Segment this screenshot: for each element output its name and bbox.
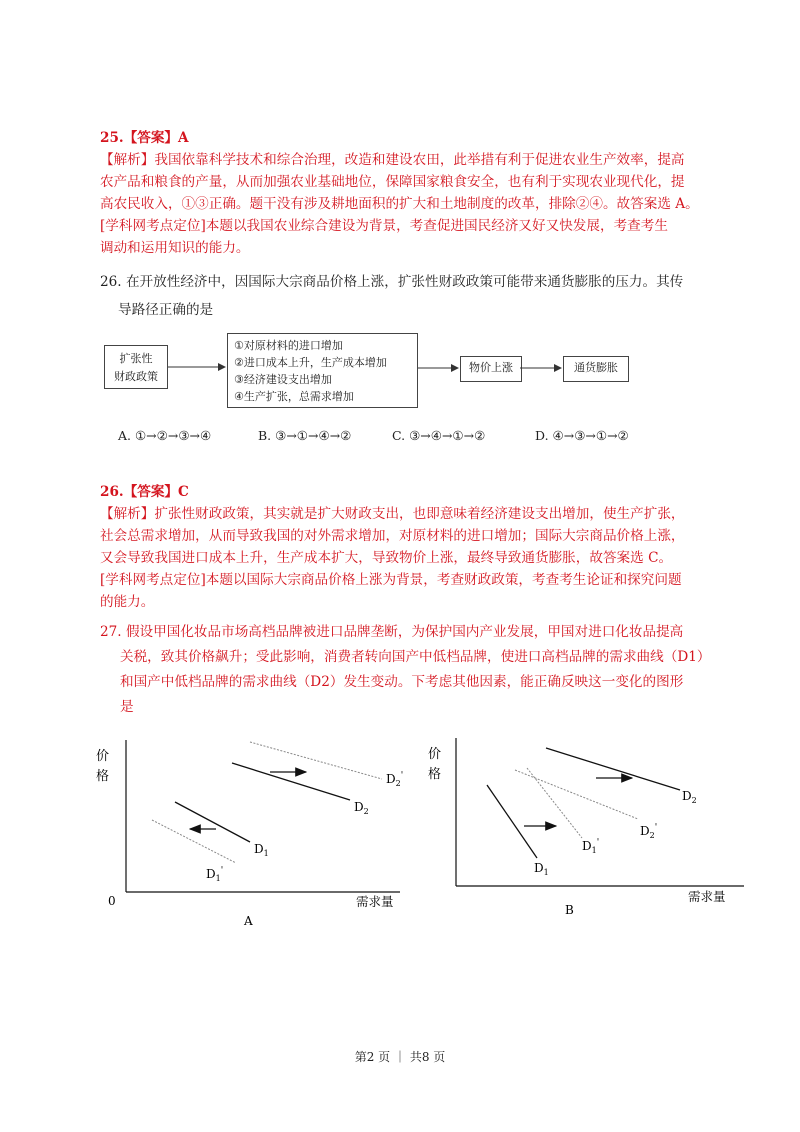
graph-a-label: A [244,914,253,928]
q25-answer-title: 25.【答案】A [100,130,189,146]
q26-answer-line: [学科网考点定位]本题以国际大宗商品价格上涨为背景，考查财政政策，考查考生论证和探究问题 [100,572,682,588]
label-d2-prime: $D_2'$ [640,823,658,840]
curve-d1 [487,785,537,858]
q26-stem-line2: 导路径正确的是 [118,302,214,318]
curve-d1-prime [152,820,236,863]
q27-line: 和国产中低档品牌的需求曲线（D2）发生变动。下考虑其他因素，能正确反映这一变化的图形 [120,674,684,690]
graph-b-label: B [565,903,574,917]
graph-b-ylabel: 价 [428,747,442,762]
graph-a-origin: 0 [108,894,116,908]
q26-option-a: A. ①→②→③→④ [118,428,212,443]
graph-a-ylabel: 格 [96,769,110,784]
curve-d2 [232,763,350,800]
q26-answer-line: 社会总需求增加，从而导致我国的对外需求增加，对原材料的进口增加；国际大宗商品价格上涨， [100,528,685,544]
q25-answer-line: [学科网考点定位]本题以我国农业综合建设为背景，考查促进国民经济又好又快发展，考查考生 [100,218,668,234]
q26-answer-line: 又会导致我国进口成本上升，生产成本扩大，导致物价上涨，最终导致通货膨胀，故答案选 C。 [100,550,673,566]
price-box-label: 物价上涨 [469,361,513,374]
label-d2: $D_2$ [354,800,369,816]
steps-item: ②进口成本上升，生产成本增加 [234,356,387,369]
graph-a [96,740,403,928]
q26-option-b: B. ③→①→④→② [258,428,352,443]
page-footer: 第2 页 ｜ 共8 页 [354,1050,446,1064]
graph-a-ylabel: 价 [96,749,110,764]
q26-stem-line1: 26. 在开放性经济中，因国际大宗商品价格上涨，扩张性财政政策可能带来通货膨胀的压力。其传 [100,274,684,290]
label-d1: $D_1$ [534,861,549,877]
steps-item: ③经济建设支出增加 [234,373,332,386]
q26-answer-line: 的能力。 [100,594,155,610]
q26-answer-title: 26.【答案】C [100,484,189,500]
curve-d1 [175,802,250,842]
curve-d2-prime [515,770,638,819]
q26-option-d: D. ④→③→①→② [535,428,629,443]
label-d2: $D_2$ [682,789,697,805]
q25-answer-line: 调动和运用知识的能力。 [100,240,250,256]
graph-b-xlabel: 需求量 [688,889,726,904]
label-d1-prime: $D_1'$ [582,838,600,855]
q26-answer-line: 【解析】扩张性财政政策，其实就是扩大财政支出，也即意味着经济建设支出增加，使生产扩张， [100,506,685,522]
policy-box-line2: 财政政策 [114,370,158,383]
inflation-box-label: 通货膨胀 [574,361,618,374]
graph-b [428,738,744,917]
q25-answer-line: 【解析】我国依靠科学技术和综合治理，改造和建设农田，此举措有利于促进农业生产效率，提高 [100,152,685,168]
label-d2-prime: $D_2'$ [386,771,404,788]
q27-line: 27. 假设甲国化妆品市场高档品牌被进口品牌垄断，为保护国内产业发展，甲国对进口化妆品提高 [100,624,684,640]
curve-d2 [546,748,680,790]
q27-line: 是 [120,699,134,715]
curve-d2-prime [250,742,382,779]
steps-item: ①对原材料的进口增加 [234,339,343,352]
graph-b-ylabel: 格 [428,767,442,782]
q26-option-c: C. ③→④→①→② [392,428,486,443]
label-d1-prime: $D_1'$ [206,866,224,883]
graph-a-xlabel: 需求量 [356,894,394,909]
q25-answer-line: 高农民收入，①③正确。题干没有涉及耕地面积的扩大和土地制度的改革，排除②④。故答案选 A。 [100,196,699,212]
q25-answer-line: 农产品和粮食的产量，从而加强农业基础地位，保障国家粮食安全，也有利于实现农业现代化，提 [100,174,685,190]
q27-line: 关税，致其价格飙升；受此影响，消费者转向国产中低档品牌，使进口高档品牌的需求曲线（D1） [120,649,711,665]
steps-item: ④生产扩张，总需求增加 [234,390,354,403]
policy-box-line1: 扩张性 [119,352,153,365]
label-d1: $D_1$ [254,842,269,858]
